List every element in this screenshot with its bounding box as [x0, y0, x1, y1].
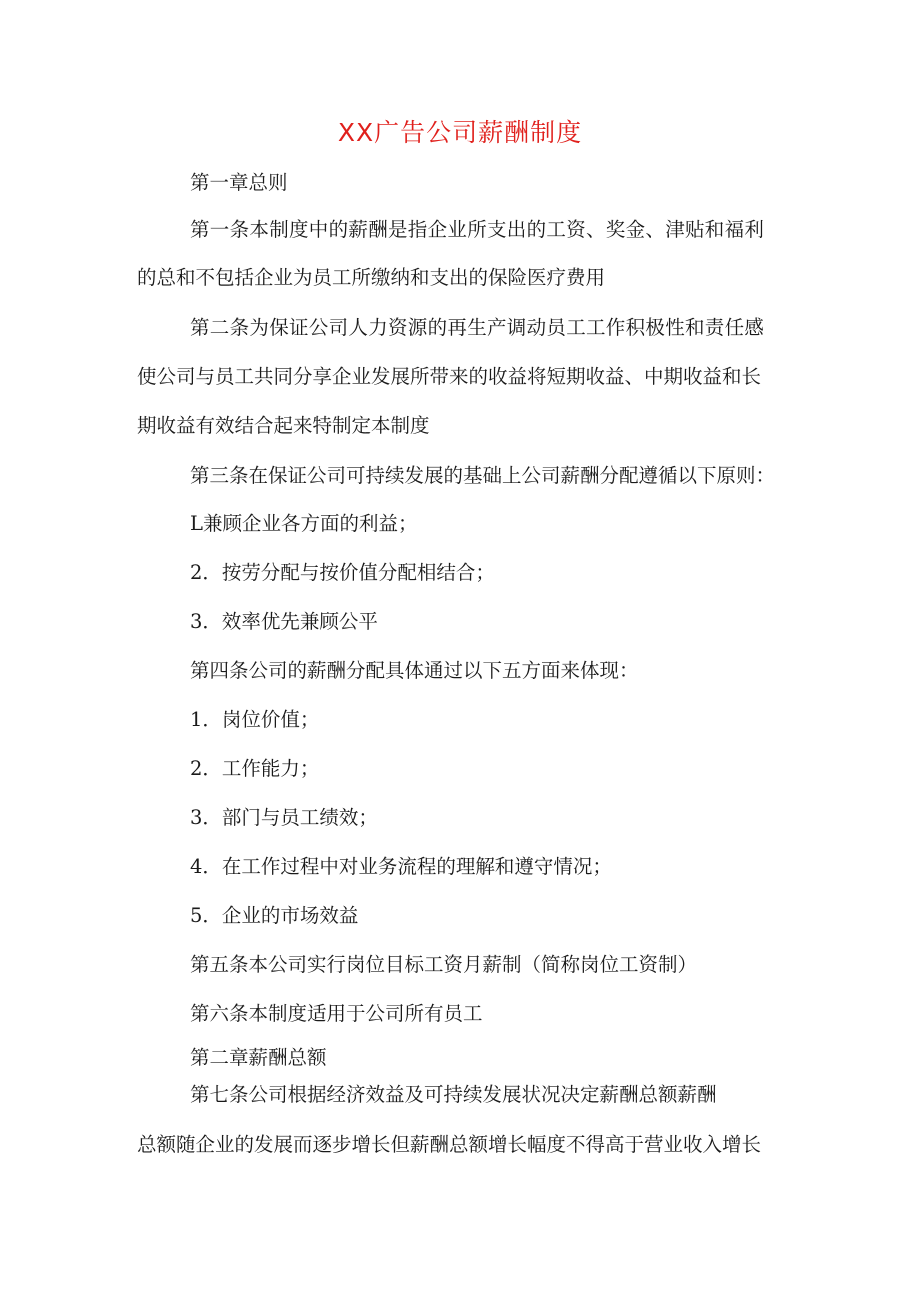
list-item: 2．按劳分配与按价值分配相结合； [190, 561, 495, 584]
paragraph-line: 第一条本制度中的薪酬是指企业所支出的工资、奖金、津贴和福利 [190, 218, 765, 241]
chapter-heading: 第一章总则 [190, 171, 288, 194]
list-item: L兼顾企业各方面的利益； [190, 512, 418, 535]
paragraph-line: 第三条在保证公司可持续发展的基础上公司薪酬分配遵循以下原则： [190, 464, 776, 487]
list-item: 1．岗位价值； [190, 708, 320, 731]
paragraph-line: 总额随企业的发展而逐步增长但薪酬总额增长幅度不得高于营业收入增长 [137, 1133, 762, 1156]
paragraph-line: 第六条本制度适用于公司所有员工 [190, 1002, 483, 1025]
list-item: 4．在工作过程中对业务流程的理解和遵守情况； [190, 855, 612, 878]
document-title: XX广告公司薪酬制度 [337, 118, 583, 147]
list-item: 2．工作能力； [190, 757, 320, 780]
list-item: 5．企业的市场效益 [190, 904, 359, 927]
paragraph-line: 第二条为保证公司人力资源的再生产调动员工工作积极性和责任感 [190, 316, 765, 339]
list-item: 3．部门与员工绩效； [190, 806, 378, 829]
chapter-heading: 第二章薪酬总额 [190, 1046, 327, 1069]
paragraph-line: 第四条公司的薪酬分配具体通过以下五方面来体现： [190, 659, 639, 682]
paragraph-line: 使公司与员工共同分享企业发展所带来的收益将短期收益、中期收益和长 [137, 365, 762, 388]
list-item: 3．效率优先兼顾公平 [190, 610, 378, 633]
paragraph-line: 第五条本公司实行岗位目标工资月薪制（简称岗位工资制） [190, 953, 698, 976]
paragraph-line: 第七条公司根据经济效益及可持续发展状况决定薪酬总额薪酬 [190, 1083, 717, 1106]
paragraph-line: 期收益有效结合起来特制定本制度 [137, 414, 430, 437]
paragraph-line: 的总和不包括企业为员工所缴纳和支出的保险医疗费用 [137, 266, 606, 289]
